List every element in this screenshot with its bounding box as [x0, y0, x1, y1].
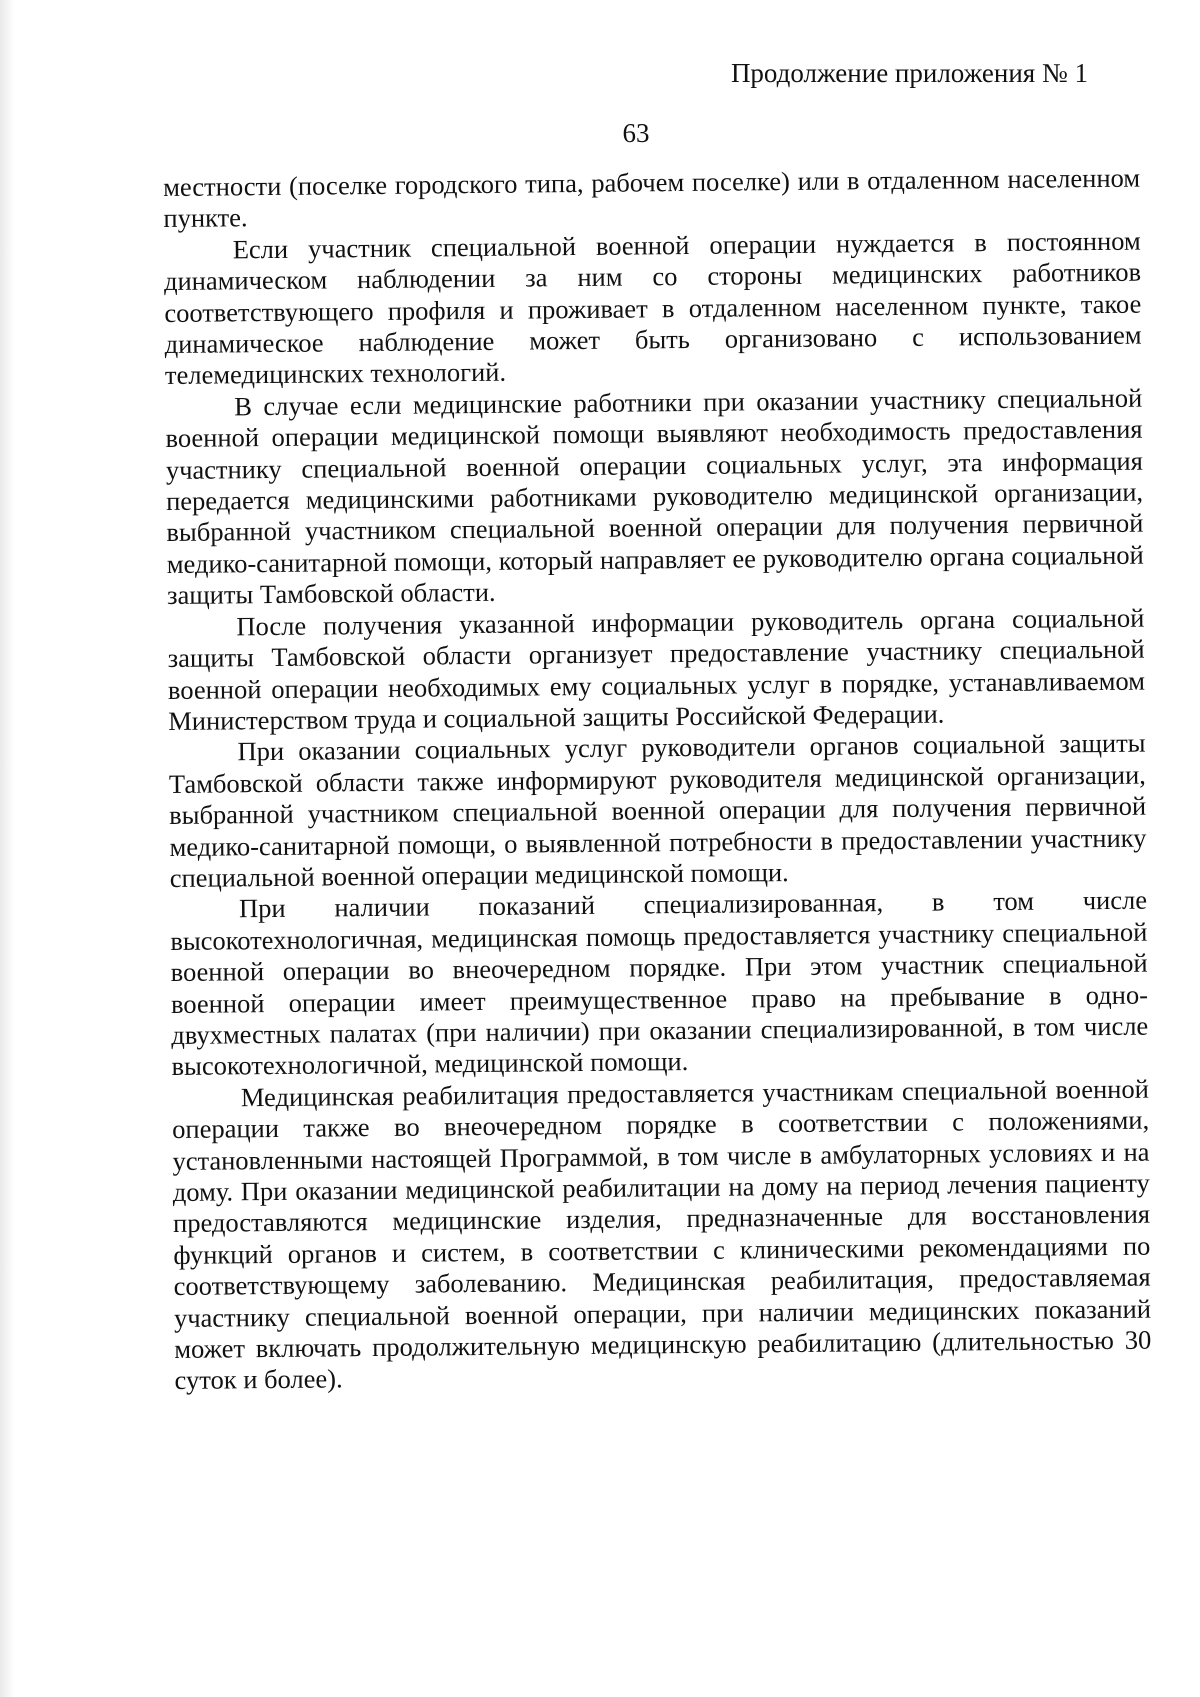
paragraph-medical-care-info: При оказании социальных услуг руководители органов социальной защиты Тамбовской области также информируют руководителя медицинской организации, выбранной участником специальной военной операции для получения первичной медико-санитарной помощи, о выявленной потребности в предоставлении участнику специальной военной операции медицинской помощи. [168, 727, 1147, 893]
paragraph-social-services-provision: После получения указанной информации руководитель органа социальной защиты Тамбовской области организует предоставление участнику специальной военной операции необходимых ему социальных услуг в порядке, устанавливаемом Министерством труда и социальной защиты Российской Федерации. [167, 602, 1146, 736]
page-number: 63 [622, 118, 650, 148]
paragraph-medical-rehabilitation: Медицинская реабилитация предоставляется участникам специальной военной операции также во внеочередном порядке в соответствии с положениями, установленными настоящей Программой, в том числе в амбулаторных условиях и на дому. При оказании медицинской реабилитации на дому на период лечения пациенту предоставляются медицинские изделия, предназначенные для восстановления функций органов и систем, в соответствии с клиническими рекомендациями по соответствующему заболеванию. Медицинская реабилитация, предоставляемая участнику специальной военной операции, при наличии медицинских показаний может включать продолжительную медицинскую реабилитацию (длительностью 30 суток и более). [172, 1073, 1152, 1396]
paragraph-continued: местности (поселке городского типа, рабочем поселке) или в отдаленном населенном пункте. [163, 162, 1141, 234]
scan-edge-shadow [0, 0, 14, 1697]
body-text [163, 163, 1152, 1397]
paragraph-specialized-care: При наличии показаний специализированная, в том числе высокотехнологичная, медицинская помощь предоставляется участнику специальной военной операции во внеочередном порядке. При этом участник специальной военной операции имеет преимущественное право на пребывание в одно-двухместных палатах (при наличии) при оказании специализированной, в том числе высокотехнологичной, медицинской помощи. [170, 884, 1149, 1082]
appendix-continuation-header: Продолжение приложения № 1 [730, 58, 1088, 88]
paragraph-telemedicine: Если участник специальной военной операции нуждается в постоянном динамическом наблюдении за ним со стороны медицинских работников соответствующего профиля и проживает в отдаленном населенном пункте, такое динамическое наблюдение может быть организовано с использованием телемедицинских технологий. [163, 225, 1142, 391]
paragraph-social-services-need: В случае если медицинские работники при оказании участнику специальной военной операции медицинской помощи выявляют необходимость предоставления участнику специальной военной операции социальных услуг, эта информация передается медицинскими работниками руководителю медицинской организации, выбранной участником специальной военной операции для получения первичной медико-санитарной помощи, который направляет ее руководителю органа социальной защиты Тамбовской области. [165, 382, 1144, 611]
